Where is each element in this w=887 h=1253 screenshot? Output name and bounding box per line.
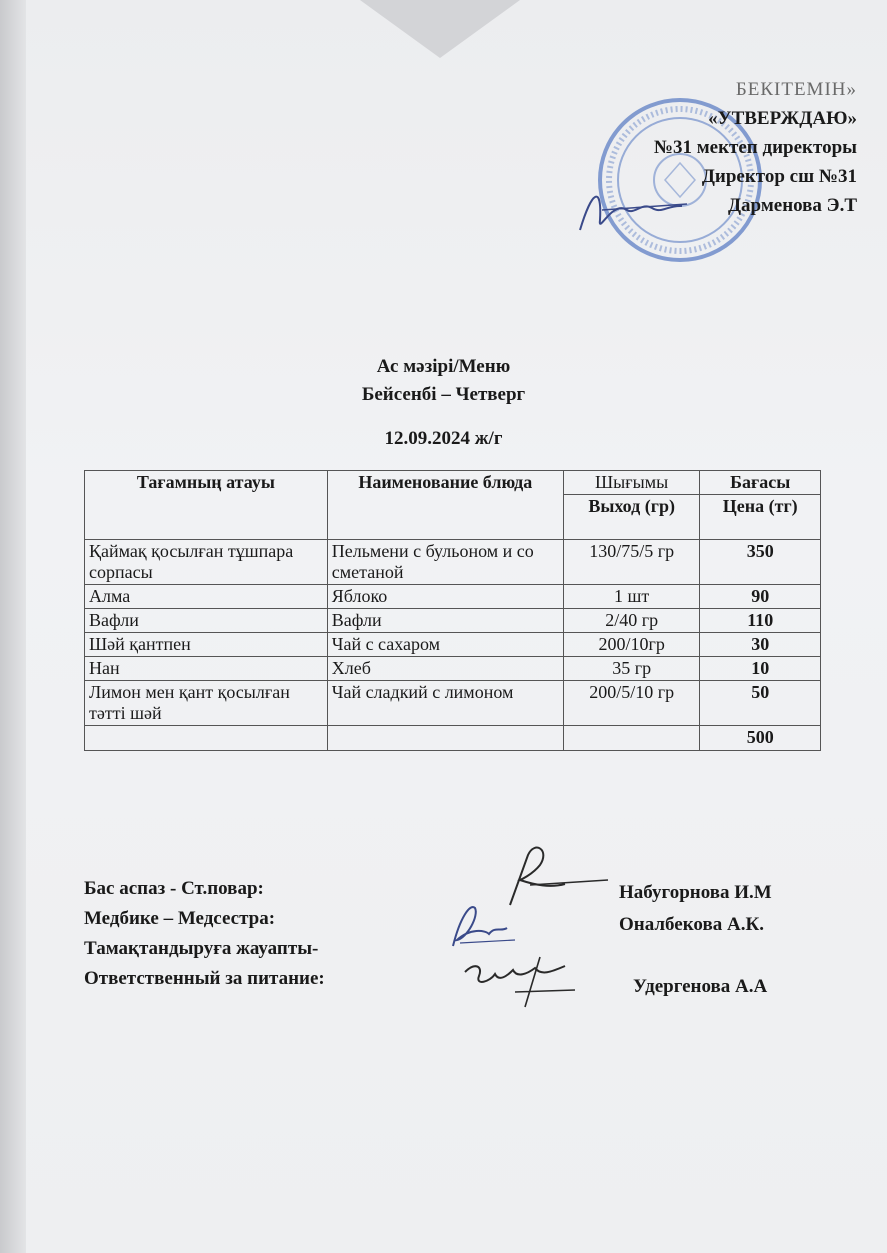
cell-ru: Вафли — [327, 609, 563, 633]
cell-yield: 35 гр — [563, 657, 700, 681]
cell-ru: Чай сладкий с лимоном — [327, 681, 563, 726]
cell-yield: 1 шт — [563, 585, 700, 609]
cell-kz: Шәй қантпен — [85, 633, 328, 657]
menu-title: Ас мәзірі/Меню — [376, 356, 511, 377]
responsible-signature — [455, 952, 585, 1012]
header-yield-ru: Выход (гр) — [563, 495, 700, 540]
paper-fold — [360, 0, 520, 58]
menu-date: 12.09.2024 ж/г — [384, 428, 503, 449]
table-row — [85, 681, 821, 726]
cell-yield: 200/5/10 гр — [563, 681, 700, 726]
table-total-row — [85, 726, 821, 751]
approval-position-ru: Директор сш №31 — [701, 166, 857, 187]
table-header-row — [85, 471, 821, 495]
cell-price: 50 — [700, 681, 821, 726]
header-yield-kz: Шығымы — [563, 471, 700, 495]
cell-ru: Чай с сахаром — [327, 633, 563, 657]
cell-price: 110 — [700, 609, 821, 633]
director-signature — [572, 180, 702, 240]
chef-name: Набугорнова И.М — [619, 882, 772, 903]
menu-table — [84, 470, 821, 751]
cell-yield: 2/40 гр — [563, 609, 700, 633]
cell-kz: Лимон мен қант қосылған тәтті шәй — [85, 681, 328, 726]
nurse-role: Медбике – Медсестра: — [84, 908, 276, 929]
table-row — [85, 540, 821, 585]
table-row — [85, 633, 821, 657]
menu-day: Бейсенбі – Четверг — [361, 384, 526, 405]
cell-ru: Яблоко — [327, 585, 563, 609]
header-price-kz: Бағасы — [700, 471, 821, 495]
responsible-name: Удергенова А.А — [633, 976, 768, 997]
cell-ru: Пельмени с бульоном и со сметаной — [327, 540, 563, 585]
cell-price: 90 — [700, 585, 821, 609]
nurse-signature — [445, 898, 545, 953]
cell-kz: Алма — [85, 585, 328, 609]
table-row — [85, 585, 821, 609]
cell-price: 10 — [700, 657, 821, 681]
table-row — [85, 657, 821, 681]
cell-price: 350 — [700, 540, 821, 585]
cell-yield: 200/10гр — [563, 633, 700, 657]
responsible-role-ru: Ответственный за питание: — [84, 968, 325, 989]
approval-line-kz: БЕКІТЕМІН» — [735, 79, 857, 100]
director-name: Дарменова Э.Т — [727, 195, 857, 216]
cell-yield: 130/75/5 гр — [563, 540, 700, 585]
paper-edge — [0, 0, 26, 1253]
cell-kz: Вафли — [85, 609, 328, 633]
cell-ru: Хлеб — [327, 657, 563, 681]
table-row — [85, 609, 821, 633]
cell-kz: Нан — [85, 657, 328, 681]
total-price: 500 — [700, 726, 821, 751]
chef-role: Бас аспаз - Ст.повар: — [84, 878, 264, 899]
approval-position-kz: №31 мектеп директоры — [653, 137, 857, 158]
cell-kz: Қаймақ қосылған тұшпара сорпасы — [85, 540, 328, 585]
cell-price: 30 — [700, 633, 821, 657]
header-ru-name: Наименование блюда — [327, 471, 563, 540]
cell-empty — [85, 726, 328, 751]
responsible-role-kz: Тамақтандыруға жауапты- — [84, 938, 319, 959]
cell-empty — [563, 726, 700, 751]
approval-line-ru: «УТВЕРЖДАЮ» — [708, 108, 857, 129]
header-kz-name: Тағамның атауы — [85, 471, 328, 540]
cell-empty — [327, 726, 563, 751]
header-price-ru: Цена (тг) — [700, 495, 821, 540]
nurse-name: Оналбекова А.К. — [619, 914, 764, 935]
